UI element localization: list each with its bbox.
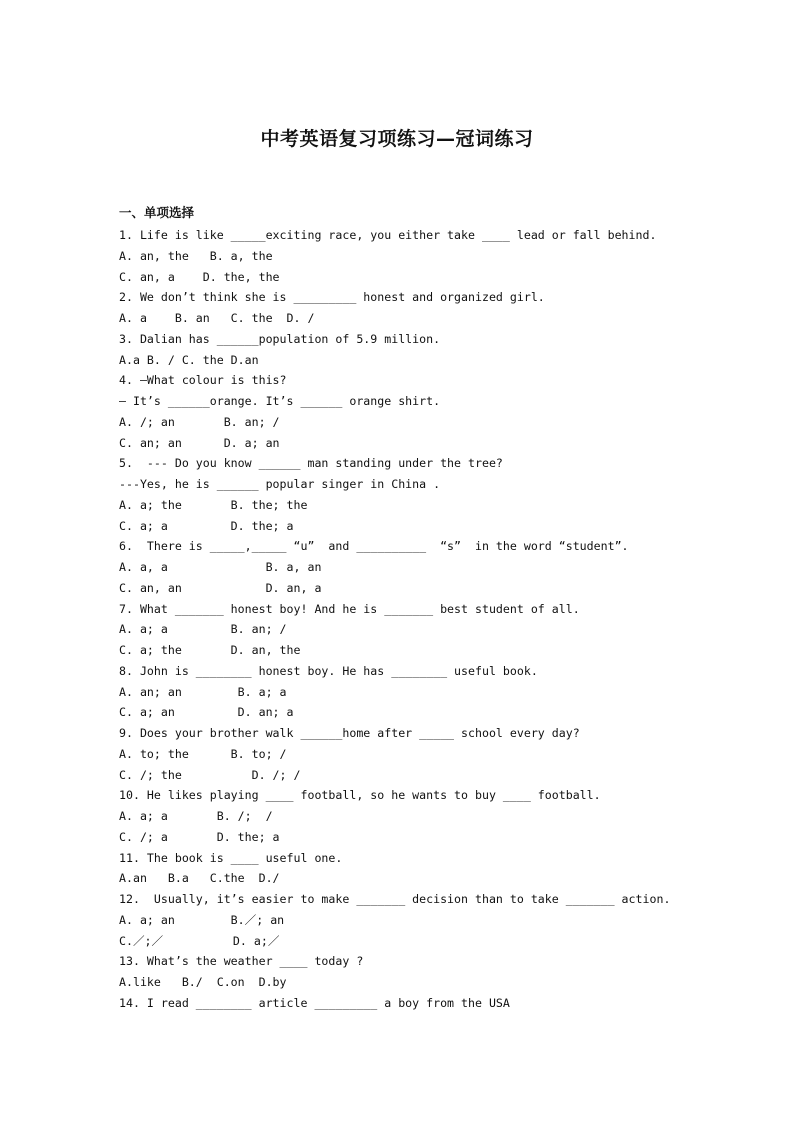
text-line: A. /; an B. an; / (119, 414, 280, 429)
text-line: A. to; the B. to; / (119, 746, 287, 761)
text-line: 10. He likes playing ____ football, so he wants to buy ____ football. (119, 788, 601, 803)
text-line: C. a; a D. the; a (119, 518, 294, 533)
text-line: C. /; the D. /; / (119, 767, 301, 782)
text-line: A. an, the B. a, the (119, 248, 273, 263)
text-line: A. a; the B. the; the (119, 497, 308, 512)
text-line: 6. There is _____,_____ “u” and __________ “s” in the word “student”. (119, 539, 629, 554)
page-title: 中考英语复习项练习—冠词练习 (260, 128, 534, 150)
text-line: C. /; a D. the; a (119, 829, 280, 844)
text-line: C. a; an D. an; a (119, 705, 294, 720)
text-line: A. a, a B. a, an (119, 560, 322, 574)
section-heading: 一、单项选择 (119, 205, 195, 220)
text-line: C.／;／ D. a;／ (119, 933, 280, 948)
text-line: 8. John is ________ honest boy. He has ________ useful book. (119, 663, 538, 678)
text-line: A. a B. an C. the D. / (119, 311, 315, 325)
text-line: A. a; a B. an; / (119, 622, 287, 637)
text-line: 2. We don’t think she is _________ honest and organized girl. (119, 290, 545, 305)
text-line: 11. The book is ____ useful one. (119, 850, 343, 865)
text-line: 13. What’s the weather ____ today ? (119, 954, 364, 969)
text-line: A. an; an B. a; a (119, 684, 287, 699)
text-line: A.like B./ C.on D.by (119, 975, 287, 989)
text-line: 5. --- Do you know ______ man standing under the tree? (119, 456, 503, 471)
text-line: A.an B.a C.the D./ (119, 871, 280, 886)
text-line: 7. What _______ honest boy! And he is _______ best student of all. (119, 601, 580, 616)
text-line: A.a B. / C. the D.an (119, 352, 259, 367)
text-line: 14. I read ________ article _________ a boy from the USA (119, 995, 510, 1010)
text-line: A. a; a B. /; / (119, 809, 273, 823)
text-line: A. a; an B.／; an (119, 912, 285, 927)
text-line: 9. Does your brother walk ______home after _____ school every day? (119, 726, 580, 740)
text-line: 1. Life is like _____exciting race, you either take ____ lead or fall behind. (119, 228, 657, 242)
text-line: C. an, a D. the, the (119, 269, 280, 284)
text-line: – It’s ______orange. It’s ______ orange shirt. (119, 394, 441, 408)
text-line: 3. Dalian has ______population of 5.9 million. (119, 331, 441, 346)
text-line: C. an; an D. a; an (119, 435, 280, 450)
text-line: C. a; the D. an, the (119, 643, 301, 657)
exercise-lines (119, 225, 719, 1014)
text-line: C. an, an D. an, a (119, 580, 322, 595)
text-line: 12. Usually, it’s easier to make _______ decision than to take _______ action. (119, 892, 671, 906)
text-line: 4. –What colour is this? (119, 373, 287, 388)
text-line: ---Yes, he is ______ popular singer in China . (119, 477, 441, 491)
